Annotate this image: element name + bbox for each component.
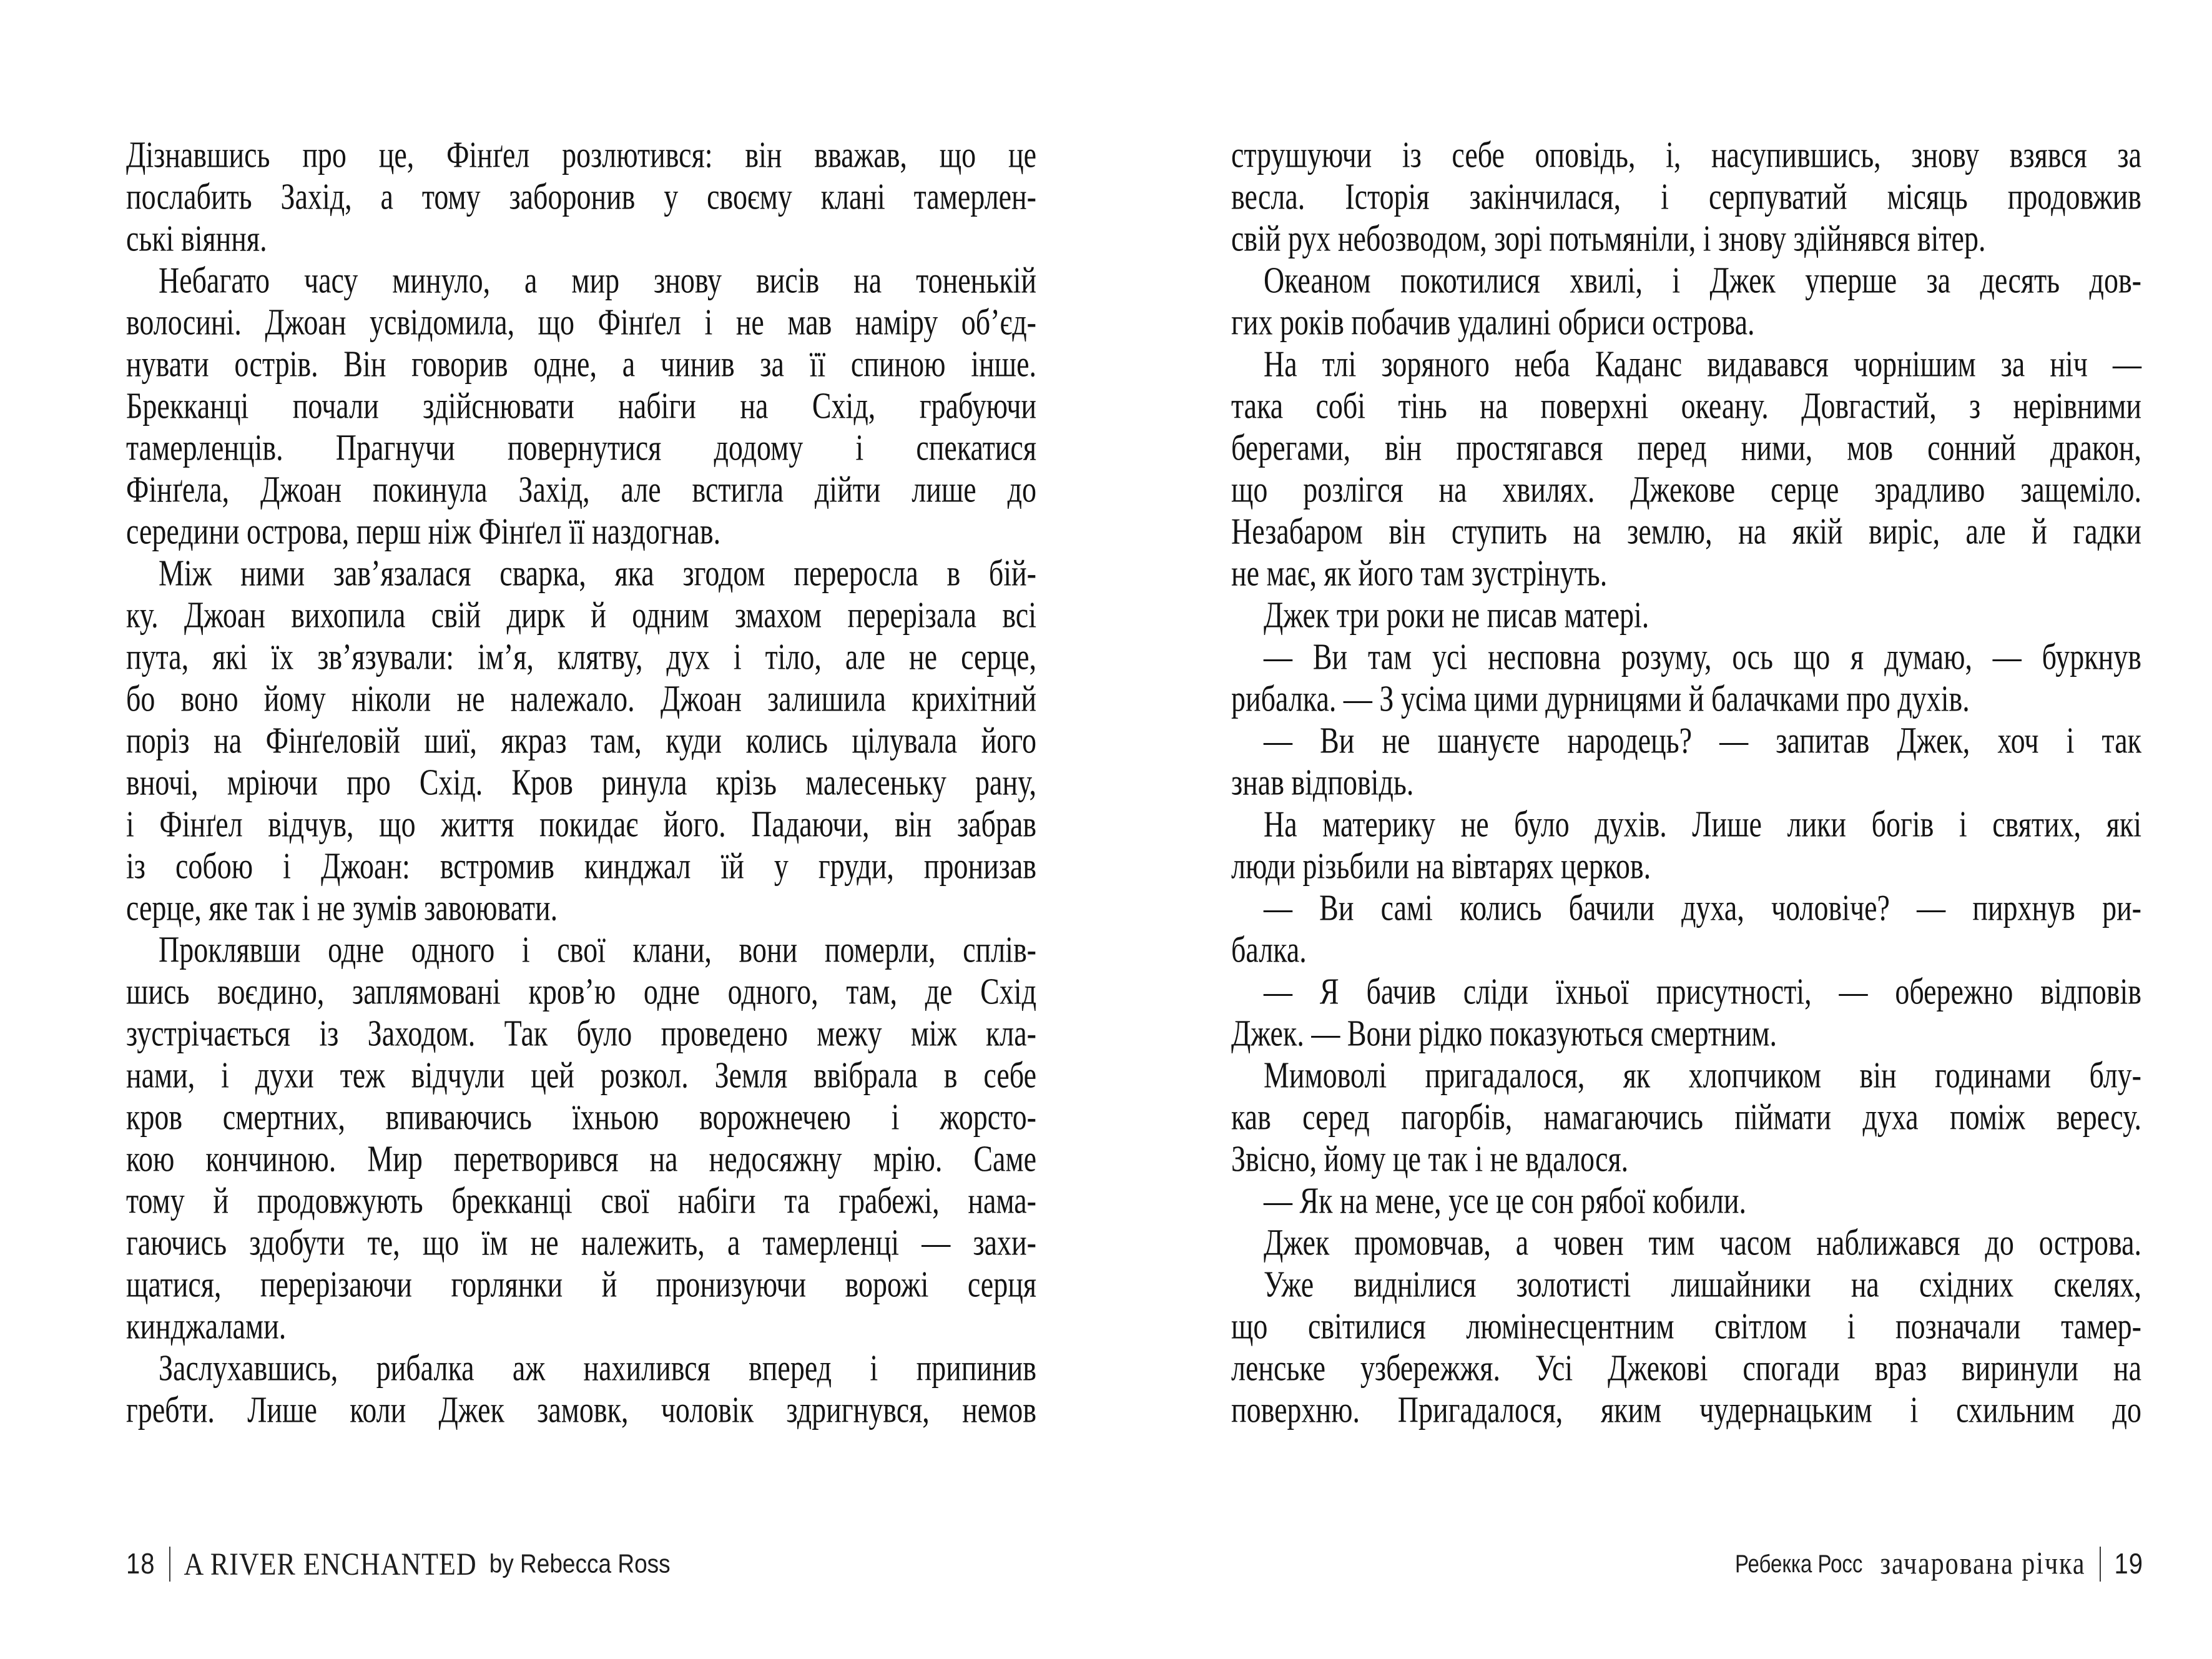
- text-line: Незабаром він ступить на землю, на якій виріс, але й гадки: [1231, 510, 2141, 552]
- page-19-text: [1231, 134, 2141, 1430]
- text-line: Джек промовчав, а човен тим часом наближався до острова.: [1264, 1221, 2141, 1263]
- text-line: тамерленців. Прагнучи повернутися додому і спекатися: [126, 426, 1036, 468]
- footer-divider: [2100, 1547, 2101, 1582]
- text-line: На тлі зоряного неба Каданс видавався чорнішим за ніч —: [1264, 343, 2141, 385]
- footer-right: [1735, 1545, 2143, 1583]
- text-line: що розлігся на хвилях. Джекове серце зрадливо защеміло.: [1231, 468, 2141, 510]
- text-line: нувати острів. Він говорив одне, а чинив за її спиною інше.: [126, 343, 1036, 385]
- text-line: Джек. — Вони рідко показуються смертним.: [1231, 1012, 1777, 1054]
- text-line: Фінґела, Джоан покинула Захід, але встигла дійти лише до: [126, 468, 1036, 510]
- text-line: Звісно, йому це так і не вдалося.: [1231, 1138, 1629, 1179]
- text-line: тому й продовжують брекканці свої набіги та грабежі, нама-: [126, 1179, 1036, 1221]
- text-line: — Ви не шануєте народець? — запитав Джек, хоч і так: [1264, 719, 2141, 761]
- text-line: Заслухавшись, рибалка аж нахилився вперед і припинив: [159, 1347, 1036, 1389]
- text-line: Уже виднілися золотисті лишайники на східних скелях,: [1264, 1263, 2141, 1305]
- text-line: щатися, перерізаючи горлянки й пронизуючи ворожі серця: [126, 1263, 1036, 1305]
- text-line: гаючись здобути те, що їм не належить, а тамерленці — захи-: [126, 1221, 1036, 1263]
- text-line: ку. Джоан вихопила свій дирк й одним змахом перерізала всі: [126, 594, 1036, 636]
- text-line: люди різьбили на вівтарях церков.: [1231, 845, 1651, 887]
- text-line: весла. Історія закінчилася, і серпуватий місяць продовжив: [1231, 175, 2141, 217]
- text-line: рибалка. — З усіма цими дурницями й балачками про духів.: [1231, 677, 1970, 719]
- text-line: ські віяння.: [126, 217, 267, 259]
- text-line: пута, які їх зв’язували: ім’я, клятву, дух і тіло, але не серце,: [126, 636, 1036, 677]
- text-line: волосині. Джоан усвідомила, що Фінґел і не мав наміру об’єд-: [126, 301, 1036, 343]
- text-line: зустрічається із Заходом. Так було проведено межу між кла-: [126, 1012, 1036, 1054]
- book-title-uk-running-head: зачарована річка: [1880, 1547, 2086, 1582]
- text-line: така собі тінь на поверхні океану. Довгастий, з нерівними: [1231, 385, 2141, 426]
- text-line: шись воєдино, заплямовані кров’ю одне одного, там, де Схід: [126, 970, 1036, 1012]
- text-line: нами, і духи теж відчули цей розкол. Земля ввібрала в себе: [126, 1054, 1036, 1096]
- text-line: берегами, він простягався перед ними, мов сонний дракон,: [1231, 426, 2141, 468]
- text-line: поріз на Фінґеловій шиї, якраз там, куди колись цілувала його: [126, 719, 1036, 761]
- text-line: балка.: [1231, 928, 1307, 970]
- text-line: не має, як його там зустрінуть.: [1231, 552, 1608, 594]
- text-line: кров смертних, впиваючись їхньою ворожнечею і жорсто-: [126, 1096, 1036, 1138]
- text-line: поверхню. Пригадалося, яким чудернацьким і схильним до: [1231, 1389, 2141, 1430]
- footer-divider: [169, 1547, 170, 1582]
- text-line: Мимоволі пригадалося, як хлопчиком він годинами блу-: [1264, 1054, 2141, 1096]
- text-line: кав серед пагорбів, намагаючись піймати духа поміж вересу.: [1231, 1096, 2141, 1138]
- text-line: На материку не було духів. Лише лики богів і святих, які: [1264, 803, 2141, 845]
- text-line: Брекканці почали здійснювати набіги на Схід, грабуючи: [126, 385, 1036, 426]
- text-line: серце, яке так і не зумів завоювати.: [126, 887, 558, 928]
- text-line: бо воно йому ніколи не належало. Джоан залишила крихітний: [126, 677, 1036, 719]
- text-line: що світилися люмінесцентним світлом і позначали тамер-: [1231, 1305, 2141, 1347]
- text-line: — Як на мене, усе це сон рябої кобили.: [1264, 1179, 1747, 1221]
- page-18-text: [126, 134, 1036, 1430]
- text-line: струшуючи із себе оповідь, і, насупившись, знову взявся за: [1231, 134, 2141, 175]
- text-line: гребти. Лише коли Джек замовк, чоловік здригнувся, немов: [126, 1389, 1036, 1430]
- book-byline: by Rebecca Ross: [489, 1549, 671, 1578]
- page-number-right: 19: [2114, 1548, 2143, 1580]
- page-number-left: 18: [126, 1548, 155, 1580]
- book-title-running-head: A RIVER ENCHANTED: [184, 1546, 477, 1582]
- text-line: Дізнавшись про це, Фінґел розлютився: він вважав, що це: [126, 134, 1036, 175]
- text-line: свій рух небозводом, зорі потьмяніли, і знову здійнявся вітер.: [1231, 217, 1986, 259]
- text-line: знав відповідь.: [1231, 761, 1414, 803]
- text-line: Небагато часу минуло, а мир знову висів на тоненькій: [159, 259, 1036, 301]
- text-line: середини острова, перш ніж Фінґел її наздогнав.: [126, 510, 721, 552]
- text-line: Проклявши одне одного і свої клани, вони померли, сплів-: [159, 928, 1036, 970]
- text-line: — Ви там усі несповна розуму, ось що я думаю, — буркнув: [1264, 636, 2141, 677]
- text-line: вночі, мріючи про Схід. Кров ринула крізь малесеньку рану,: [126, 761, 1036, 803]
- text-line: — Ви самі колись бачили духа, чоловіче? — пирхнув ри-: [1264, 887, 2141, 928]
- text-line: із собою і Джоан: встромив кинджал їй у груди, пронизав: [126, 845, 1036, 887]
- text-line: Джек три роки не писав матері.: [1264, 594, 1649, 636]
- text-line: ленське узбережжя. Усі Джекові спогади враз виринули на: [1231, 1347, 2141, 1389]
- book-author-running-head: Ребекка Росс: [1734, 1550, 1863, 1578]
- text-line: послабить Захід, а тому заборонив у своєму клані тамерлен-: [126, 175, 1036, 217]
- text-line: Між ними зав’язалася сварка, яка згодом переросла в бій-: [159, 552, 1036, 594]
- text-line: гих років побачив удалині обриси острова.: [1231, 301, 1755, 343]
- text-line: кинджалами.: [126, 1305, 287, 1347]
- text-line: кою кончиною. Мир перетворився на недосяжну мрію. Саме: [126, 1138, 1036, 1179]
- text-line: — Я бачив сліди їхньої присутності, — обережно відповів: [1264, 970, 2141, 1012]
- text-line: Океаном покотилися хвилі, і Джек уперше за десять дов-: [1264, 259, 2141, 301]
- text-line: і Фінґел відчув, що життя покидає його. Падаючи, він забрав: [126, 803, 1036, 845]
- footer-left: [126, 1545, 671, 1583]
